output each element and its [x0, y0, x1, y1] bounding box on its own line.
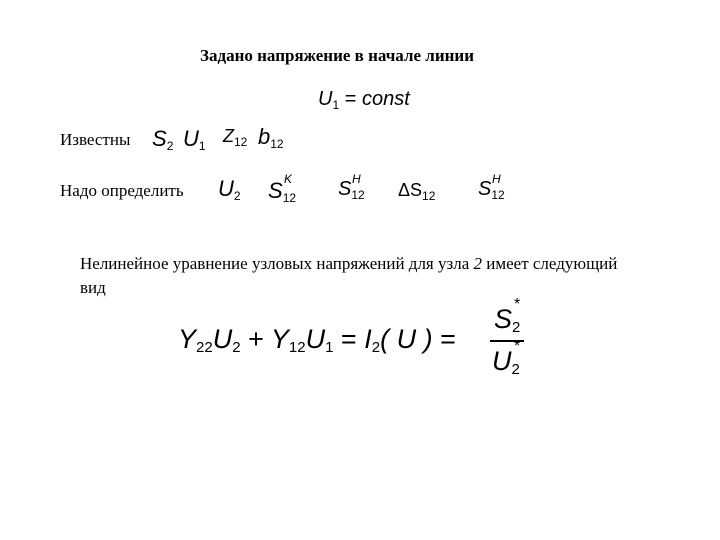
symbol: S [152, 126, 167, 151]
index: 12 [270, 137, 284, 151]
superscript: Н [352, 172, 361, 186]
i2-index: 2 [371, 339, 381, 356]
symbol: Z [223, 126, 234, 146]
index: 1 [198, 139, 206, 153]
index: 12 [234, 135, 248, 149]
plus-sign: + [248, 324, 264, 354]
unknown-delta-s12 [398, 180, 435, 201]
equals-sign-2: = [440, 324, 456, 354]
symbol: S [268, 178, 283, 203]
index: 2 [233, 189, 241, 203]
page-title: Задано напряжение в начале линии [200, 46, 475, 65]
y12-index: 12 [288, 339, 306, 356]
u2-index: 2 [232, 339, 241, 356]
u1-index: 1 [325, 339, 334, 356]
u2-symbol: U [212, 324, 233, 354]
numerator-index: 2 [512, 319, 521, 336]
symbol: S [478, 178, 492, 200]
known-s2 [152, 126, 173, 152]
index: 12 [491, 188, 505, 202]
given-value: const [361, 88, 410, 110]
given-index: 1 [332, 98, 340, 112]
current-argument: ( U ) [380, 324, 433, 354]
numerator [494, 296, 521, 336]
symbol: U [183, 126, 199, 151]
superscript: H [492, 172, 501, 186]
conjugate-star: * [514, 296, 521, 313]
denominator-index: 2 [511, 361, 520, 378]
symbol: b [258, 124, 271, 149]
paragraph-text-end: имеет следующий вид [80, 254, 618, 297]
unknown-s12-k [268, 172, 297, 205]
symbol: U [218, 176, 234, 201]
index: 12 [282, 191, 297, 205]
symbol: S [338, 178, 352, 200]
superscript: K [284, 172, 293, 186]
index: 12 [351, 188, 365, 202]
y22-index: 22 [196, 339, 213, 356]
node-number: 2 [473, 254, 482, 273]
equals-sign: = [340, 324, 357, 354]
nodal-equation [178, 324, 456, 355]
conjugate-star: * [514, 338, 521, 355]
index: 2 [166, 139, 174, 153]
description-paragraph [80, 252, 640, 300]
numerator-symbol: S [494, 304, 513, 334]
y22-symbol: Y [178, 324, 197, 354]
given-symbol: U [318, 88, 333, 110]
unknown-u2 [218, 176, 241, 202]
known-u1 [183, 126, 206, 152]
unknown-s12-n [338, 172, 365, 202]
given-condition [318, 88, 410, 111]
known-z12 [223, 126, 247, 147]
known-b12 [258, 124, 284, 150]
unknown-label: Надо определить [60, 181, 184, 200]
symbol: ΔS [398, 180, 423, 200]
u1-symbol: U [305, 324, 326, 354]
unknown-s12-h [478, 172, 505, 202]
index: 12 [422, 189, 436, 203]
known-label: Известны [60, 130, 131, 149]
denominator-symbol: U [492, 346, 512, 376]
paragraph-text-start: Нелинейное уравнение узловых напряжений для узла [80, 254, 474, 273]
denominator [492, 338, 521, 378]
i2-symbol: I [364, 324, 372, 354]
y12-symbol: Y [270, 324, 289, 354]
given-equals: = [344, 88, 357, 110]
